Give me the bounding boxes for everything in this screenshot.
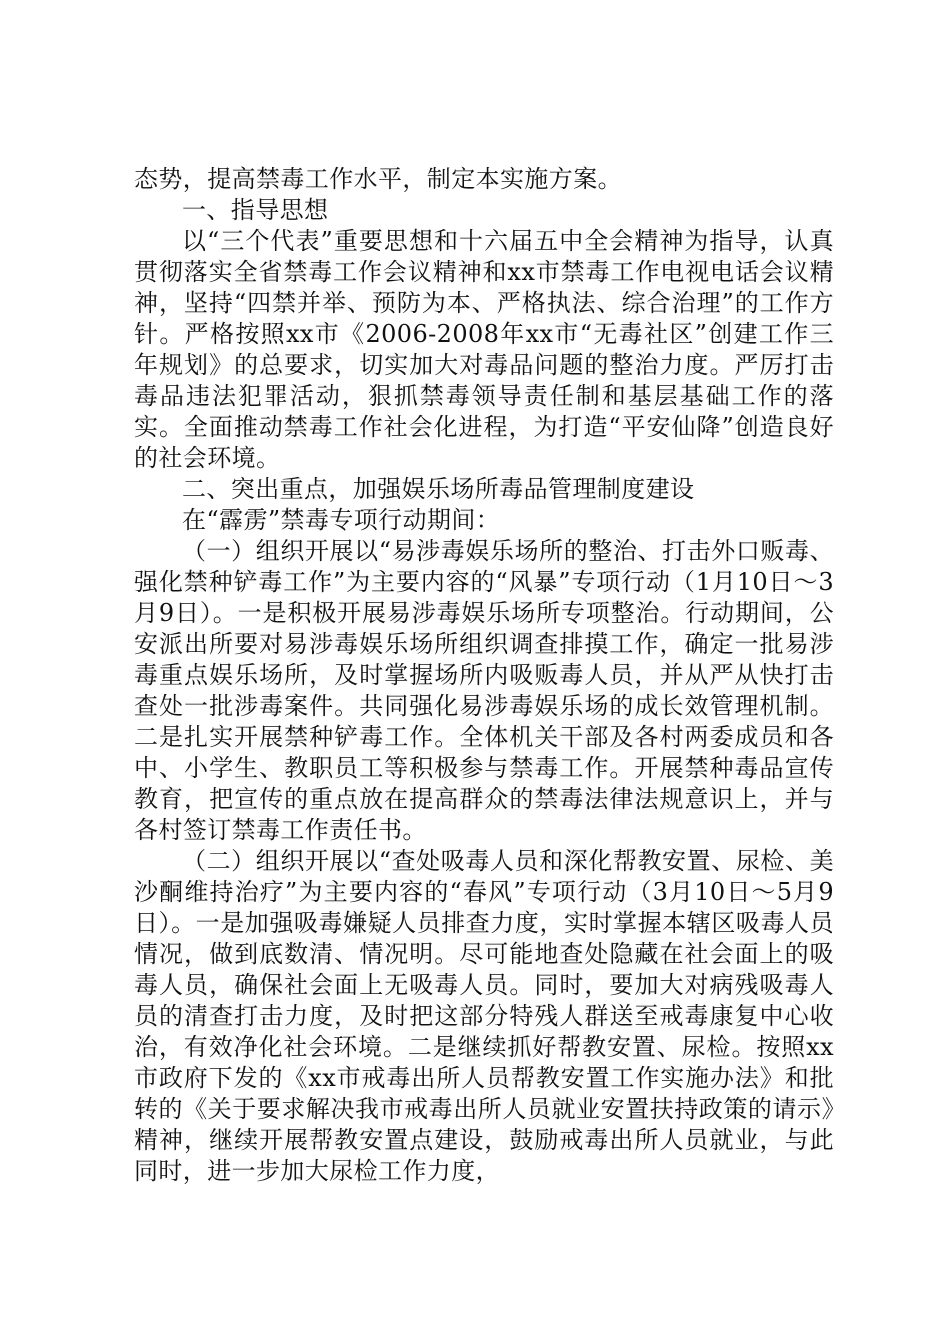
paragraph-spring-breeze-campaign: （二）组织开展以“查处吸毒人员和深化帮教安置、尿检、美沙酮维持治疗”为主要内容的“春风”专项行动（3月10日～5月9日）。一是加强吸毒嫌疑人员排查力度，实时掌握本辖区吸毒人员情况，做到底数清、情况明。尽可能地查处隐藏在社会面上的吸毒人员，确保社会面上无吸毒人员。同时，要加大对病残吸毒人员的清查打击力度，及时把这部分特残人群送至戒毒康复中心收治，有效净化社会环境。二是继续抓好帮教安置、尿检。按照xx市政府下发的《xx市戒毒出所人员帮教安置工作实施办法》和批转的《关于要求解决我市戒毒出所人员就业安置扶持政策的请示》精神，继续开展帮教安置点建设，鼓励戒毒出所人员就业，与此同时，进一步加大尿检工作力度， xyxy=(134,847,834,1185)
heading-guiding-ideology: 一、指导思想 xyxy=(182,196,329,224)
heading-key-priorities: 二、突出重点，加强娱乐场所毒品管理制度建设 xyxy=(182,475,695,503)
paragraph-storm-campaign: （一）组织开展以“易涉毒娱乐场所的整治、打击外口贩毒、强化禁种铲毒工作”为主要内容的“风暴”专项行动（1月10日～3月9日）。一是积极开展易涉毒娱乐场所专项整治。行动期间，公安派出所要对易涉毒娱乐场所组织调查排摸工作，确定一批易涉毒重点娱乐场所，及时掌握场所内吸贩毒人员，并从严从快打击查处一批涉毒案件。共同强化易涉毒娱乐场的成长效管理机制。二是扎实开展禁种铲毒工作。全体机关干部及各村两委成员和各中、小学生、教职员工等积极参与禁毒工作。开展禁种毒品宣传教育，把宣传的重点放在提高群众的禁毒法律法规意识上，并与各村签订禁毒工作责任书。 xyxy=(134,537,834,844)
paragraph-guiding-ideology: 以“三个代表”重要思想和十六届五中全会精神为指导，认真贯彻落实全省禁毒工作会议精神和xx市禁毒工作电视电话会议精神，坚持“四禁并举、预防为本、严格执法、综合治理”的工作方针。严格按照xx市《2006-2008年xx市“无毒社区”创建工作三年规划》的总要求，切实加大对毒品问题的整治力度。严厉打击毒品违法犯罪活动，狠抓禁毒领导责任制和基层基础工作的落实。全面推动禁毒工作社会化进程，为打造“平安仙降”创造良好的社会环境。 xyxy=(134,227,834,472)
document-body xyxy=(134,164,834,1187)
paragraph-intro-continuation: 态势，提高禁毒工作水平，制定本实施方案。 xyxy=(134,165,622,193)
paragraph-campaign-period: 在“霹雳”禁毒专项行动期间： xyxy=(182,506,501,534)
